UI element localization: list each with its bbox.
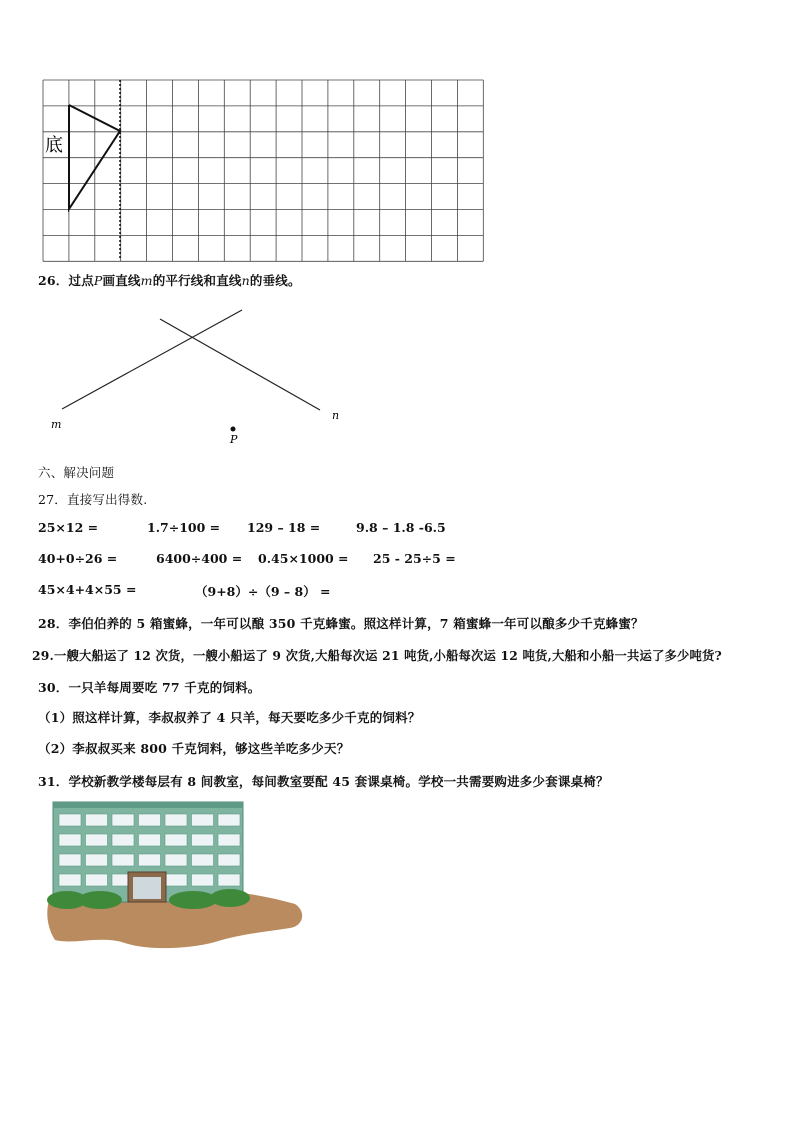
grid-lines <box>43 80 483 261</box>
point-p <box>231 427 236 432</box>
building-window <box>86 874 108 886</box>
calc-item: 129 – 18 = <box>247 520 321 535</box>
building-window <box>192 834 214 846</box>
calc-item: 25 - 25÷5 = <box>373 551 456 566</box>
building-window <box>218 854 240 866</box>
question-28: 28．李伯伯养的 5 箱蜜蜂，一年可以酿 350 千克蜂蜜。照这样计算，7 箱蜜蜂一年可以酿多少千克蜂蜜？ <box>38 616 644 631</box>
question-26 <box>38 271 301 289</box>
label-p: P <box>230 433 238 446</box>
question-30-sub1: （1）照这样计算，李叔叔养了 4 只羊，每天要吃多少千克的饲料？ <box>38 710 421 725</box>
door-glass <box>133 877 161 899</box>
grid-figure <box>0 0 794 270</box>
building-window <box>192 854 214 866</box>
label-n: n <box>332 409 340 422</box>
building-window <box>59 834 81 846</box>
bush <box>169 891 217 909</box>
section-6-title: 六、解决问题 <box>38 465 115 480</box>
calc-item: 25×12 = <box>38 520 99 535</box>
q26-n: n <box>241 273 250 288</box>
bush <box>78 891 122 909</box>
building-window <box>192 814 214 826</box>
calc-item: （9+8）÷（9 – 8） = <box>195 584 331 599</box>
building-window <box>112 814 134 826</box>
building-window <box>218 874 240 886</box>
building-window <box>59 814 81 826</box>
building-window <box>165 874 187 886</box>
calc-item: 40+0÷26 = <box>38 551 118 566</box>
q26-mid2: 的平行线和直线 <box>152 273 242 288</box>
question-30: 30．一只羊每周要吃 77 千克的饲料。 <box>38 680 261 695</box>
building-window <box>139 814 161 826</box>
question-27-title: 27．直接写出得数. <box>38 492 148 507</box>
building-window <box>86 854 108 866</box>
building-window <box>59 874 81 886</box>
lines-figure <box>0 300 400 450</box>
grid-label: 底 <box>45 135 63 156</box>
building-window <box>192 874 214 886</box>
building-window <box>86 834 108 846</box>
line-m <box>62 310 242 409</box>
building-window <box>139 834 161 846</box>
calc-item: 9.8 – 1.8 -6.5 <box>356 520 446 535</box>
building-window <box>218 814 240 826</box>
building-window <box>165 814 187 826</box>
roof-band <box>53 802 243 808</box>
q26-suffix: 的垂线。 <box>249 273 301 288</box>
calc-item: 6400÷400 = <box>156 551 243 566</box>
school-building-illustration <box>45 800 307 952</box>
building-window <box>86 814 108 826</box>
line-n <box>160 319 320 410</box>
building-window <box>218 834 240 846</box>
question-30-sub2: （2）李叔叔买来 800 千克饲料，够这些羊吃多少天？ <box>38 741 350 756</box>
calc-item: 0.45×1000 = <box>258 551 349 566</box>
question-29: 29.一艘大船运了 12 次货，一艘小船运了 9 次货,大船每次运 21 吨货,小船每次运 12 吨货,大船和小船一共运了多少吨货? <box>32 648 722 663</box>
q26-prefix: 26．过点 <box>38 273 94 288</box>
bush <box>210 889 250 907</box>
building-window <box>112 834 134 846</box>
calc-item: 45×4+4×55 = <box>38 582 137 597</box>
building-window <box>165 854 187 866</box>
building-window <box>139 854 161 866</box>
building-window <box>112 854 134 866</box>
q26-p: P <box>93 273 103 288</box>
q26-mid1: 画直线 <box>102 273 141 288</box>
calc-item: 1.7÷100 = <box>147 520 221 535</box>
label-m: m <box>51 418 62 431</box>
q26-m: m <box>140 273 153 288</box>
question-31: 31．学校新教学楼每层有 8 间教室，每间教室要配 45 套课桌椅。学校一共需要购进多少套课桌椅？ <box>38 774 609 789</box>
building-window <box>165 834 187 846</box>
building-window <box>59 854 81 866</box>
